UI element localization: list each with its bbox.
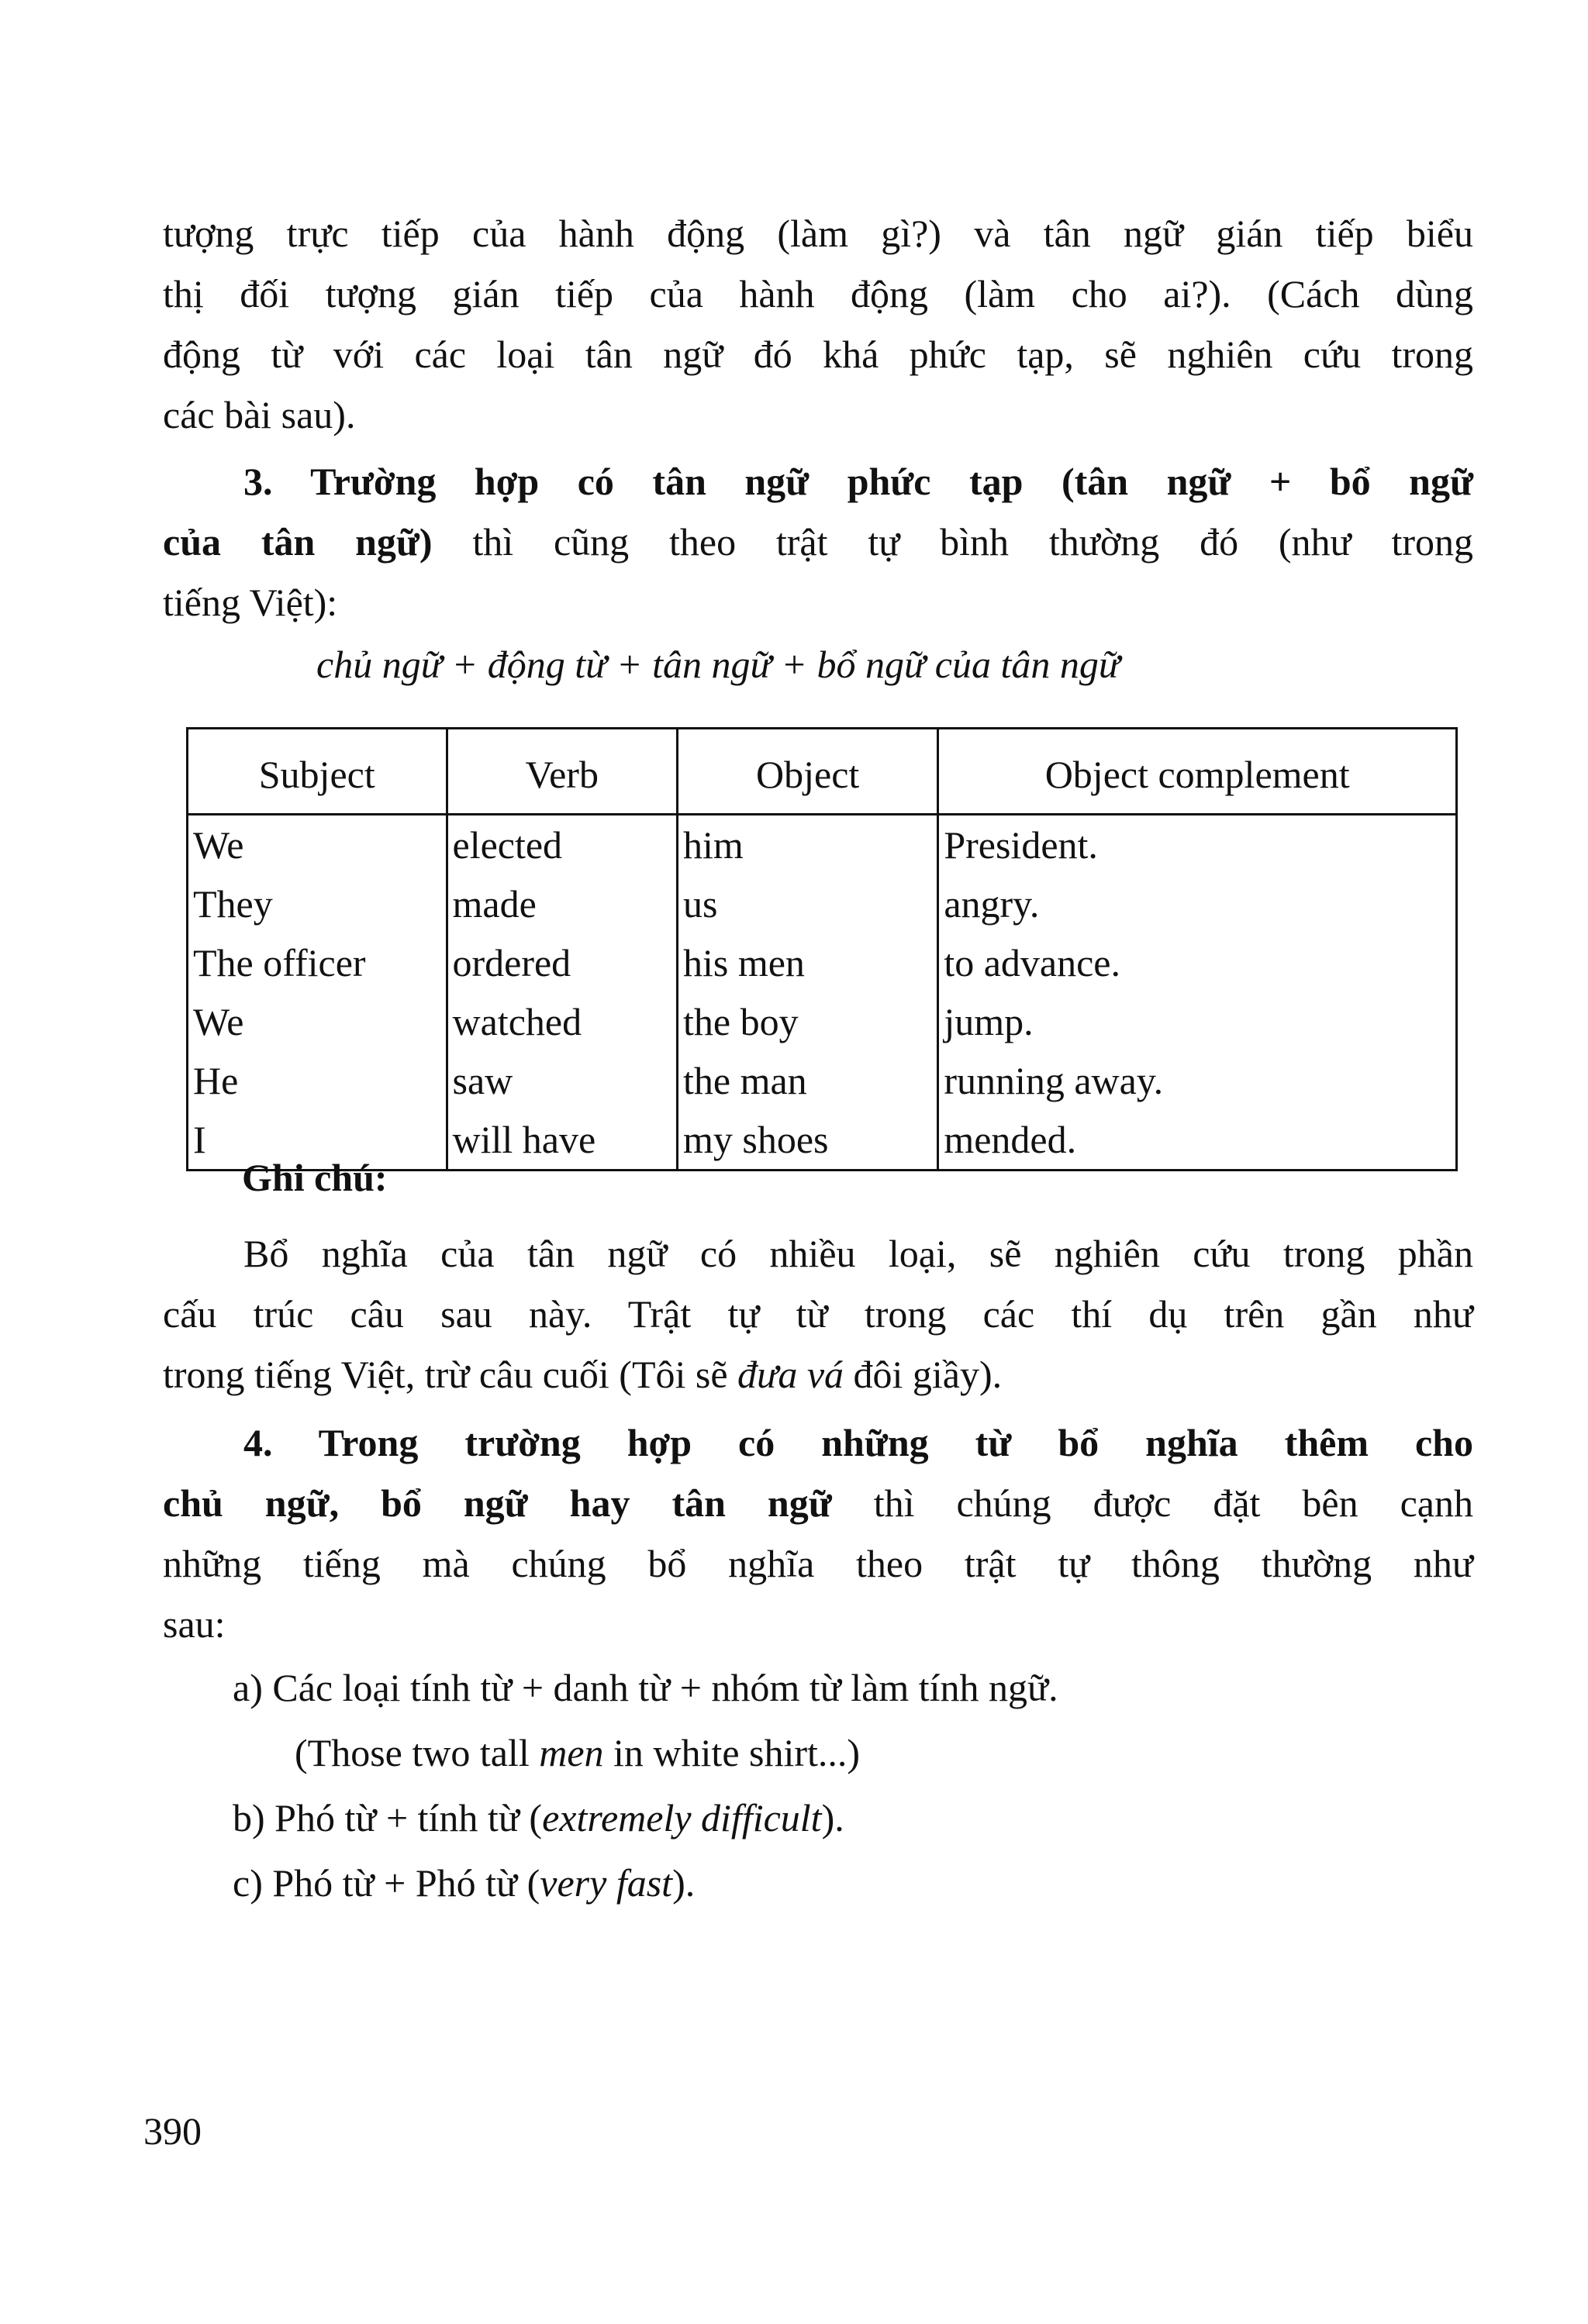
- note-line-3-italic: đưa vá: [737, 1353, 844, 1396]
- table-row: [188, 815, 1457, 875]
- page-number: 390: [143, 2109, 202, 2153]
- section-3-line-1: [163, 451, 1473, 512]
- cell-verb: will have: [447, 1110, 678, 1171]
- cell-verb: watched: [447, 992, 678, 1051]
- cell-subject: He: [188, 1051, 447, 1110]
- list-item-c-italic: very fast: [540, 1861, 673, 1905]
- section-3-heading: 3. Trường hợp có tân ngữ phức tạp (tân ngữ + bổ ngữ: [243, 460, 1473, 503]
- list-item-c: [233, 1860, 695, 1905]
- table-row: [188, 874, 1457, 933]
- header-object: Object: [678, 729, 938, 815]
- example-text-end: in white shirt...): [603, 1731, 861, 1774]
- sentence-structure-table: [186, 727, 1458, 1171]
- note-line-2: cấu trúc câu sau này. Trật tự từ trong các thí dụ trên gần như: [163, 1292, 1473, 1336]
- section-4-heading-cont: chủ ngữ, bổ ngữ hay tân ngữ: [163, 1481, 832, 1525]
- cell-verb: saw: [447, 1051, 678, 1110]
- cell-object: us: [678, 874, 938, 933]
- cell-subject: I: [188, 1110, 447, 1171]
- section-3-line-2: [163, 512, 1473, 572]
- cell-object-complement: running away.: [938, 1051, 1457, 1110]
- header-subject: Subject: [188, 729, 447, 815]
- section-3-heading-cont: của tân ngữ): [163, 520, 433, 564]
- example-text: (Those two tall: [295, 1731, 540, 1774]
- cell-object-complement: angry.: [938, 874, 1457, 933]
- section-4-line-3: những tiếng mà chúng bổ nghĩa theo trật tự thông thường như: [163, 1542, 1473, 1585]
- list-item-b-end: ).: [821, 1796, 844, 1840]
- list-item-b-italic: extremely difficult: [542, 1796, 822, 1840]
- note-line-1: Bổ nghĩa của tân ngữ có nhiều loại, sẽ nghiên cứu trong phần: [243, 1232, 1473, 1275]
- list-item-b: [233, 1795, 844, 1840]
- cell-subject: We: [188, 992, 447, 1051]
- example-italic: men: [539, 1731, 604, 1774]
- cell-object-complement: President.: [938, 815, 1457, 875]
- note-line-3: [163, 1344, 1473, 1405]
- cell-object: his men: [678, 933, 938, 992]
- section-4-line-4: sau:: [163, 1602, 226, 1646]
- cell-object-complement: to advance.: [938, 933, 1457, 992]
- cell-verb: ordered: [447, 933, 678, 992]
- list-item-a: a) Các loại tính từ + danh từ + nhóm từ làm tính ngữ.: [233, 1666, 1058, 1709]
- note-line-3-end: đôi giầy).: [844, 1353, 1003, 1396]
- header-verb: Verb: [447, 729, 678, 815]
- note-paragraph: [163, 1223, 1473, 1405]
- cell-subject: We: [188, 815, 447, 875]
- word-order-formula: chủ ngữ + động từ + tân ngữ + bổ ngữ của tân ngữ: [316, 643, 1120, 686]
- header-object-complement: Object complement: [938, 729, 1457, 815]
- cell-object-complement: mended.: [938, 1110, 1457, 1171]
- table-row: [188, 992, 1457, 1051]
- intro-line-2: thị đối tượng gián tiếp của hành động (làm cho ai?). (Cách dùng: [163, 272, 1473, 315]
- section-4-heading: 4. Trong trường hợp có những từ bổ nghĩa thêm cho: [243, 1421, 1473, 1464]
- section-3-line-3: tiếng Việt):: [163, 581, 338, 624]
- table-row: [188, 1051, 1457, 1110]
- note-line-3-text: trong tiếng Việt, trừ câu cuối (Tôi sẽ: [163, 1353, 738, 1396]
- section-4-paragraph: [163, 1412, 1473, 1654]
- list-item-c-text: c) Phó từ + Phó từ (: [233, 1861, 540, 1905]
- list-item-c-end: ).: [672, 1861, 696, 1905]
- cell-verb: made: [447, 874, 678, 933]
- section-4-line-2: [163, 1473, 1473, 1533]
- cell-subject: They: [188, 874, 447, 933]
- cell-object-complement: jump.: [938, 992, 1457, 1051]
- list-item-b-text: b) Phó từ + tính từ (: [233, 1796, 543, 1840]
- intro-line-4: các bài sau).: [163, 393, 356, 436]
- section-4-line-1: [163, 1412, 1473, 1473]
- section-3-paragraph: [163, 451, 1473, 633]
- cell-subject: The officer: [188, 933, 447, 992]
- table-row: [188, 933, 1457, 992]
- section-3-text: thì cũng theo trật tự bình thường đó (như trong: [432, 520, 1474, 564]
- section-4-text: thì chúng được đặt bên cạnh: [831, 1481, 1473, 1525]
- note-title: Ghi chú:: [242, 1156, 388, 1199]
- cell-object: my shoes: [678, 1110, 938, 1171]
- intro-line-3: động từ với các loại tân ngữ đó khá phức tạp, sẽ nghiên cứu trong: [163, 333, 1473, 376]
- cell-object: the boy: [678, 992, 938, 1051]
- cell-object: him: [678, 815, 938, 875]
- cell-verb: elected: [447, 815, 678, 875]
- list-item-a-example: [295, 1730, 860, 1775]
- intro-line-1: tượng trực tiếp của hành động (làm gì?) và tân ngữ gián tiếp biểu: [163, 212, 1473, 255]
- table-header-row: [188, 729, 1457, 815]
- intro-paragraph: [163, 203, 1473, 445]
- cell-object: the man: [678, 1051, 938, 1110]
